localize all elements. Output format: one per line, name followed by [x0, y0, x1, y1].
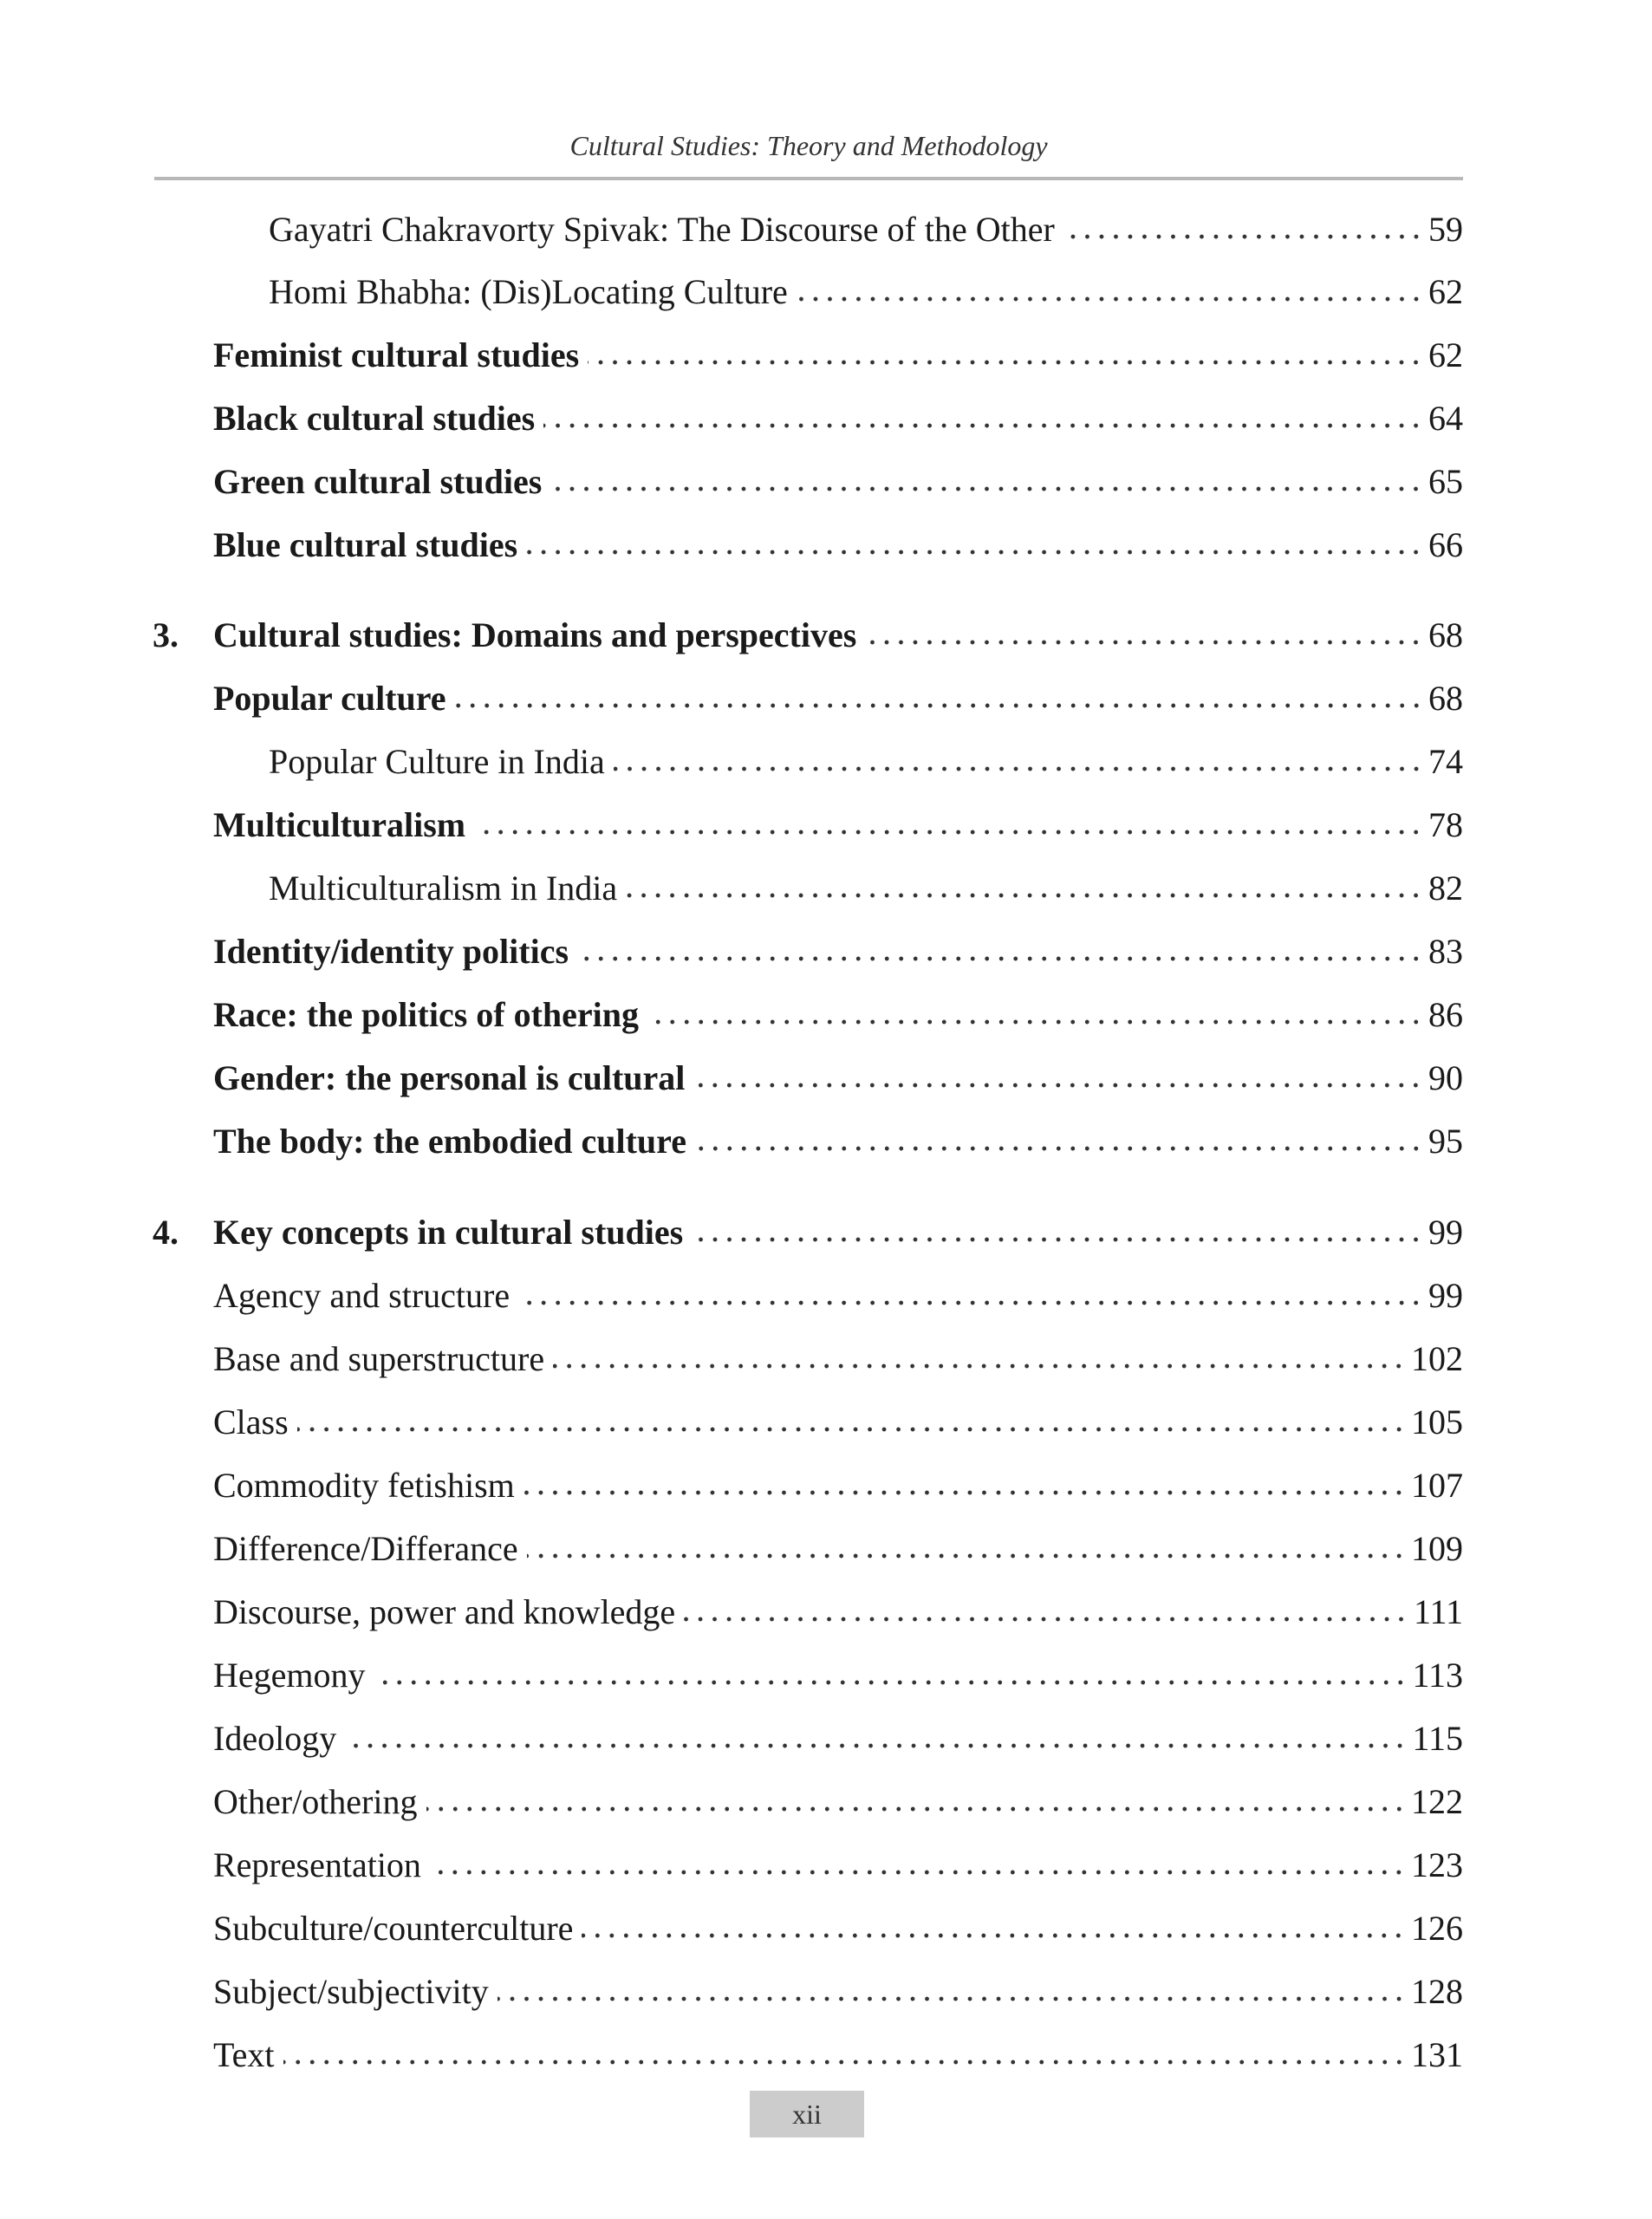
- toc-entry: [213, 1388, 1463, 1440]
- toc-entry-title: Gayatri Chakravorty Spivak: The Discourse of the Other: [269, 210, 1055, 249]
- toc-entry-page: 65: [1428, 462, 1463, 501]
- toc-entry-page: 113: [1412, 1656, 1463, 1695]
- dot-leader: [283, 2059, 1406, 2066]
- toc-entry-title: Agency and structure: [213, 1276, 511, 1315]
- toc-entry: [213, 1044, 1463, 1096]
- toc-entry-page: 82: [1428, 869, 1463, 908]
- dot-leader: [553, 1363, 1406, 1370]
- toc-entry: [269, 727, 1463, 779]
- toc-entry-page: 105: [1411, 1402, 1463, 1441]
- dot-leader: [626, 892, 1423, 899]
- dot-leader: [582, 1932, 1406, 1939]
- dot-leader: [614, 765, 1423, 772]
- dot-leader: [297, 1426, 1406, 1433]
- header-rule: [154, 177, 1463, 180]
- toc-entry-page: 95: [1428, 1122, 1463, 1161]
- toc-entry-title: Difference/Differance: [213, 1529, 518, 1568]
- toc-entry-page: 90: [1428, 1058, 1463, 1097]
- toc-entry: [213, 1514, 1463, 1566]
- toc-entry-page: 59: [1428, 210, 1463, 249]
- toc-entry: [213, 980, 1463, 1032]
- toc-entry-page: 102: [1411, 1339, 1463, 1378]
- toc-entry-title: Black cultural studies: [213, 399, 536, 438]
- toc-entry: [213, 1107, 1463, 1159]
- toc-entry: [213, 1704, 1463, 1756]
- dot-leader: [588, 359, 1423, 366]
- toc-entry-page: 122: [1411, 1782, 1463, 1821]
- toc-entry: [153, 601, 1463, 654]
- dot-leader: [695, 1145, 1423, 1152]
- toc-entry-title: Blue cultural studies: [213, 525, 518, 564]
- toc-entry: [213, 1261, 1463, 1313]
- dot-leader: [684, 1616, 1408, 1623]
- toc-entry-title: Race: the politics of othering: [213, 995, 640, 1034]
- toc-entry-title: Green cultural studies: [213, 462, 543, 501]
- toc-entry-page: 86: [1428, 995, 1463, 1034]
- dot-leader: [550, 485, 1423, 492]
- toc-entry-title: Representation: [213, 1845, 421, 1884]
- toc-entry: [213, 321, 1463, 373]
- dot-leader: [526, 549, 1423, 556]
- toc-entry-page: 62: [1428, 335, 1463, 374]
- toc-entry-page: 109: [1411, 1529, 1463, 1568]
- toc-entry-title: Popular Culture in India: [269, 742, 605, 781]
- toc-entry-title: Class: [213, 1402, 289, 1441]
- toc-entry-page: 83: [1428, 932, 1463, 971]
- dot-leader: [577, 955, 1423, 962]
- toc-entry-title: Subject/subjectivity: [213, 1972, 489, 2011]
- dot-leader: [543, 422, 1423, 429]
- dot-leader: [518, 1299, 1423, 1306]
- dot-leader: [797, 296, 1423, 303]
- toc-entry-title: Cultural studies: Domains and perspectives: [213, 615, 857, 654]
- toc-entry-page: 66: [1428, 525, 1463, 564]
- dot-leader: [426, 1806, 1407, 1812]
- toc-entry-title: Hegemony: [213, 1656, 366, 1695]
- toc-entry: [213, 1578, 1463, 1630]
- toc-entry: [153, 1198, 1463, 1252]
- toc-entry-page: 123: [1411, 1845, 1463, 1884]
- toc-entry: [213, 1957, 1463, 2009]
- dot-leader: [474, 829, 1423, 836]
- dot-leader: [498, 1995, 1406, 2002]
- toc-entry-title: Discourse, power and knowledge: [213, 1592, 676, 1631]
- dot-leader: [692, 1236, 1423, 1243]
- dot-leader: [527, 1552, 1406, 1559]
- dot-leader: [865, 639, 1423, 646]
- dot-leader: [693, 1082, 1423, 1089]
- toc-entry: [213, 511, 1463, 563]
- toc-entry-page: 99: [1428, 1213, 1463, 1252]
- toc-entry-title: Other/othering: [213, 1782, 418, 1821]
- toc-entry-page: 64: [1428, 399, 1463, 438]
- toc-entry-title: Ideology: [213, 1719, 337, 1758]
- toc-entry-page: 131: [1411, 2035, 1463, 2074]
- toc-entry: [213, 1641, 1463, 1693]
- toc-entry-page: 107: [1411, 1466, 1463, 1505]
- toc-entry-page: 128: [1411, 1972, 1463, 2011]
- toc-entry-title: Commodity fetishism: [213, 1466, 515, 1505]
- running-head: Cultural Studies: Theory and Methodology: [569, 130, 1048, 161]
- toc-entry-title: Text: [213, 2035, 275, 2074]
- toc-entry: [213, 1831, 1463, 1883]
- chapter-number: 3.: [153, 615, 179, 654]
- toc-entry: [213, 1451, 1463, 1503]
- dot-leader: [345, 1742, 1407, 1749]
- toc-entry: [213, 447, 1463, 499]
- dot-leader: [1063, 233, 1423, 240]
- toc-entry: [213, 664, 1463, 716]
- toc-entry: [213, 2021, 1463, 2073]
- toc-entry-title: Multiculturalism in India: [269, 869, 618, 908]
- toc-entry: [269, 195, 1463, 247]
- dot-leader: [647, 1018, 1423, 1025]
- toc-entry: [269, 854, 1463, 906]
- toc-entry: [213, 1894, 1463, 1946]
- toc-entry-page: 99: [1428, 1276, 1463, 1315]
- dot-leader: [430, 1869, 1406, 1876]
- toc-entry-title: Homi Bhabha: (Dis)Locating Culture: [269, 272, 788, 311]
- toc-entry-page: 62: [1428, 272, 1463, 311]
- toc-entry-title: The body: the embodied culture: [213, 1122, 686, 1161]
- chapter-number: 4.: [153, 1213, 179, 1252]
- toc-entry: [213, 791, 1463, 843]
- toc-entry-title: Key concepts in cultural studies: [213, 1213, 684, 1252]
- toc-entry: [213, 917, 1463, 969]
- toc-entry-page: 68: [1428, 679, 1463, 718]
- dot-leader: [374, 1679, 1408, 1686]
- toc-entry-title: Multiculturalism: [213, 805, 466, 844]
- toc-entry-page: 74: [1428, 742, 1463, 781]
- dot-leader: [524, 1489, 1406, 1496]
- toc-entry-title: Base and superstructure: [213, 1339, 545, 1378]
- toc-entry: [213, 384, 1463, 436]
- toc-entry-title: Identity/identity politics: [213, 932, 569, 971]
- toc-entry: [213, 1324, 1463, 1376]
- toc-entry-page: 126: [1411, 1909, 1463, 1948]
- toc-entry: [269, 257, 1463, 309]
- toc-entry-title: Popular culture: [213, 679, 446, 718]
- dot-leader: [455, 702, 1423, 709]
- toc-entry-title: Feminist cultural studies: [213, 335, 580, 374]
- toc-entry-title: Subculture/counterculture: [213, 1909, 574, 1948]
- toc-entry-page: 78: [1428, 805, 1463, 844]
- toc-entry-page: 115: [1412, 1719, 1463, 1758]
- toc-entry-title: Gender: the personal is cultural: [213, 1058, 686, 1097]
- page-number: xii: [750, 2091, 864, 2138]
- toc-entry: [213, 1767, 1463, 1819]
- toc-entry-page: 111: [1413, 1592, 1463, 1631]
- toc-entry-page: 68: [1428, 615, 1463, 654]
